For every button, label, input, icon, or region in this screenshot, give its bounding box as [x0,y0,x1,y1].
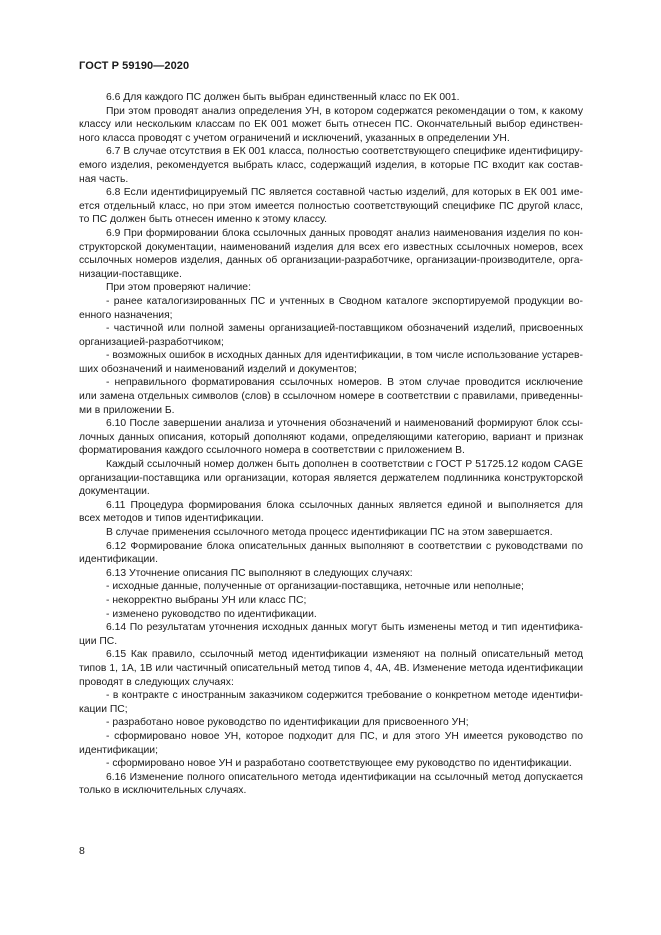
document-header: ГОСТ Р 59190—2020 [79,60,190,72]
paragraph-6-8: 6.8 Если идентифицируемый ПС является составной частью изделий, для которых в ЕК 001 имеется отдельный класс, но при этом имеется полностью соответствующий специфике ПС другой класс, то ПС должен быть отнесен именно к этому классу. [79,187,583,226]
paragraph-6-7: 6.7 В случае отсутствия в ЕК 001 класса, полностью соответствующего специфике идентифицируемого изделия, рекомендуется выбрать класс, содержащий изделия, в которые ПС входит как составная часть. [79,146,583,185]
list-item: - сформировано новое УН, которое подходит для ПС, и для этого УН имеется руководство по идентификации; [79,730,583,756]
paragraph: В случае применения ссылочного метода процесс идентификации ПС на этом завершается. [106,527,553,538]
list-item: - частичной или полной замены организацией-поставщиком обозначений изделий, присвоенных организацией-разработчиком; [79,323,583,348]
list-item: - некорректно выбраны УН или класс ПС; [106,594,307,606]
list-item: - сформировано новое УН и разработано соответствующее ему руководство по идентификации. [106,758,572,770]
paragraph-6-10: 6.10 После завершении анализа и уточнения обозначений и наименований формируют блок ссылочных данных описания, который дополняют кодами, определяющими категорию, вариант и признак форматирования каждого ссылочного номера в соответствии с приложением В. [79,418,583,457]
document-body [79,91,583,798]
list-item: - неправильного форматирования ссылочных номеров. В этом случае проводится исключение или замена отдельных символов (слов) в ссылочном номере в соответствии с правилами, приведенными в приложении Б. [79,377,583,416]
paragraph: При этом проводят анализ определения УН, в котором содержатся рекомендации о том, к какому классу или нескольким классам по ЕК 001 может быть отнесен ПС. Окончательный выбор единственного класса проводят с учетом ограничений и исключений, указанных в определении УН. [79,105,583,144]
paragraph-6-12: 6.12 Формирование блока описательных данных выполняют в соответствии с руководствами по идентификации. [79,540,583,566]
paragraph-6-6: 6.6 Для каждого ПС должен быть выбран единственный класс по ЕК 001. [106,92,460,103]
list-item: - в контракте с иностранным заказчиком содержится требование о конкретном методе идентификации ПС; [79,690,583,715]
list-item: - разработано новое руководство по идентификации для присвоенного УН; [106,717,469,729]
list-item: - ранее каталогизированных ПС и учтенных в Сводном каталоге экспортируемой продукции военного назначения; [79,295,583,321]
list-item: - исходные данные, полученные от организации-поставщика, неточные или неполные; [106,581,524,593]
paragraph-6-14: 6.14 По результатам уточнения исходных данных могут быть изменены метод и тип идентификации ПС. [79,622,583,647]
paragraph: При этом проверяют наличие: [106,282,251,294]
paragraph-6-9: 6.9 При формировании блока ссылочных данных проводят анализ наименования изделия по конструкторской документации, наименований изделия для всех его известных ссылочных номеров, всех ссылочных номеров изделия, данных об организации-разработчике, организации-производителе, организации-поставщике. [79,227,583,280]
paragraph: Каждый ссылочный номер должен быть дополнен в соответствии с ГОСТ Р 51725.12 кодом CAGE организации-поставщика или организации, которая является держателем подлинника конструкторской документации. [79,459,583,498]
page-number: 8 [79,845,85,857]
paragraph-6-15: 6.15 Как правило, ссылочный метод идентификации изменяют на полный описательный метод типов 1, 1А, 1В или частичный описательный метод типов 4, 4А, 4В. Изменение метода идентификации проводят в следующих случаях: [79,649,583,688]
paragraph-6-11: 6.11 Процедура формирования блока ссылочных данных является единой и выполняется для всех методов и типов идентификации. [79,499,583,525]
paragraph-6-16: 6.16 Изменение полного описательного метода идентификации на ссылочный метод допускается только в исключительных случаях. [79,771,583,797]
list-item: - изменено руководство по идентификации. [106,608,317,620]
list-item: - возможных ошибок в исходных данных для идентификации, в том числе использование устаревших обозначений и наименований изделий и документов; [79,350,583,375]
paragraph-6-13: 6.13 Уточнение описания ПС выполняют в следующих случаях: [106,567,413,579]
